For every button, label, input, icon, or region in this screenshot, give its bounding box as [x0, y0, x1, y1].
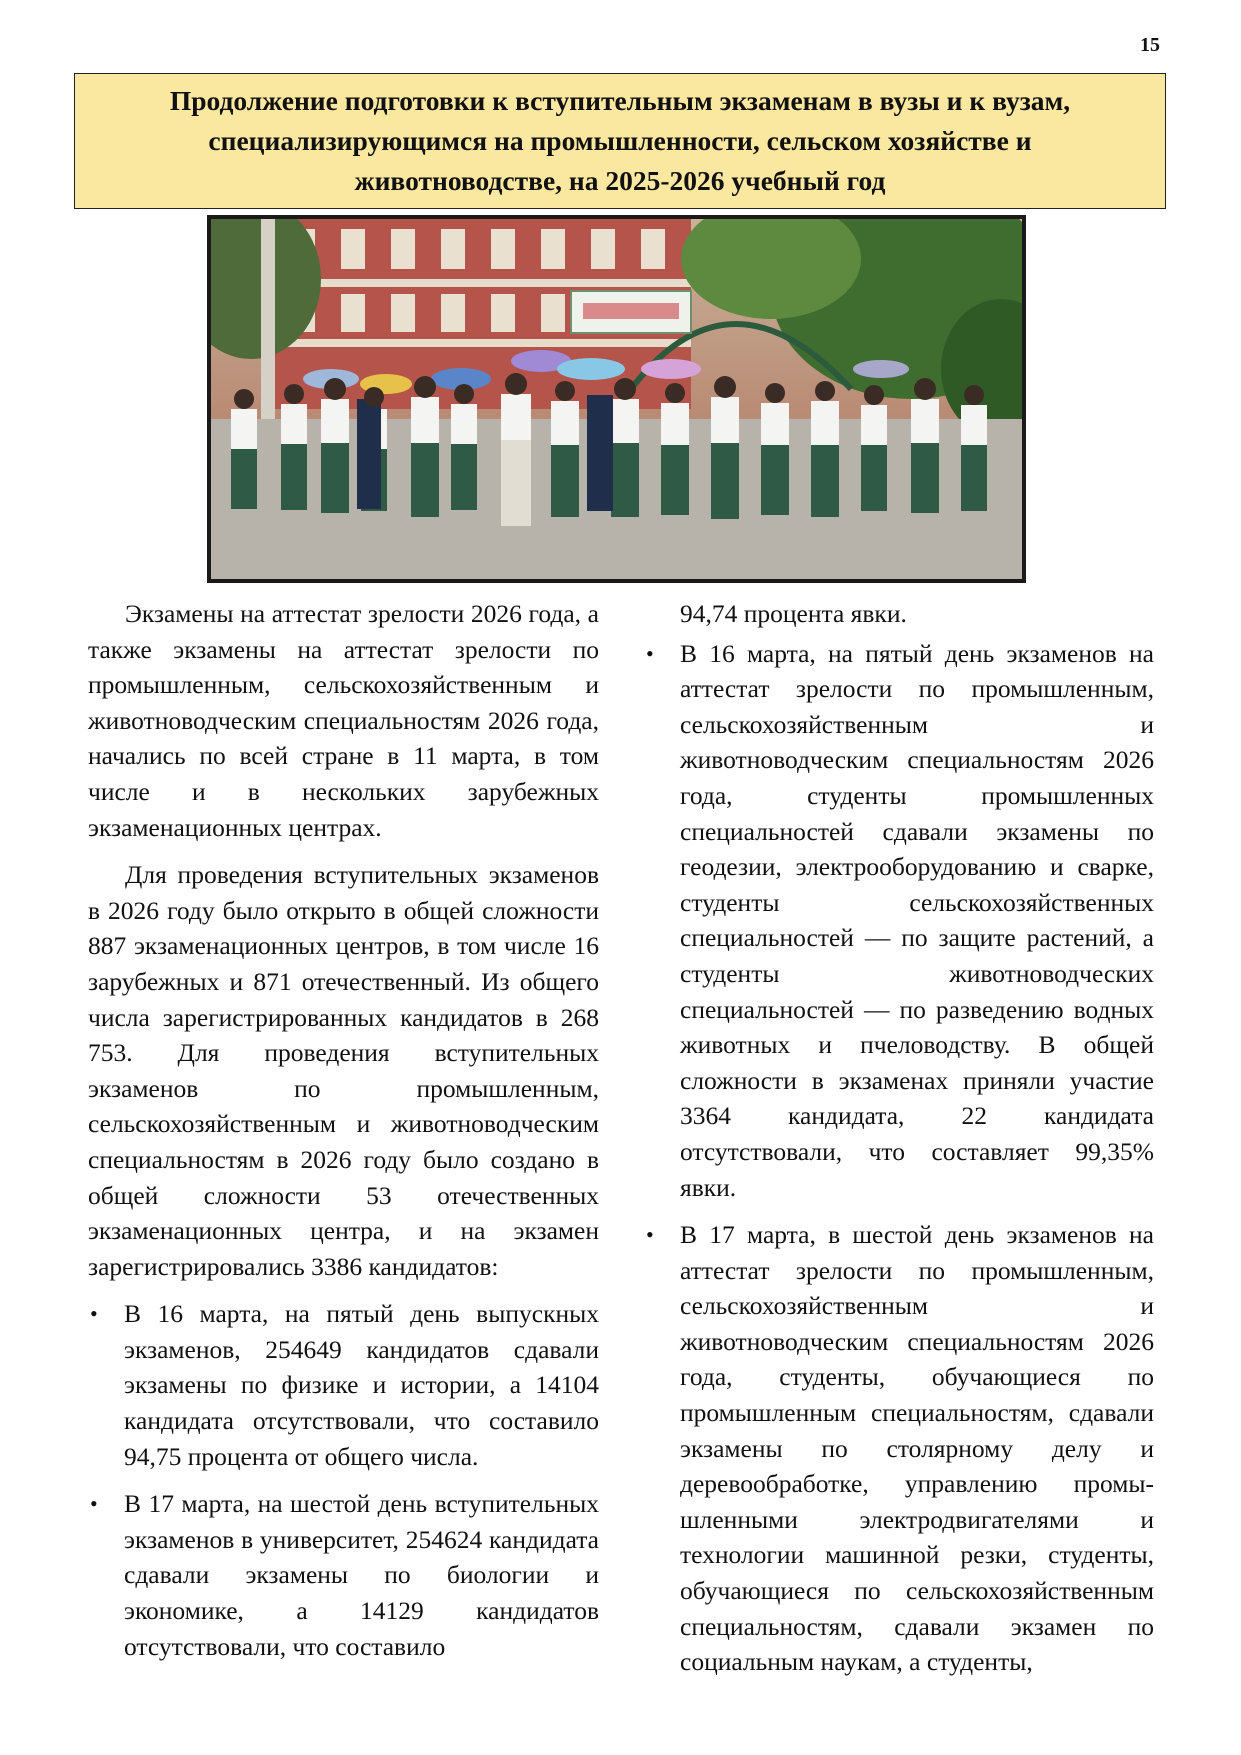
list-item — [88, 1486, 599, 1664]
bullet-icon: • — [646, 640, 654, 666]
article-title-box — [74, 73, 1166, 209]
article-title: Продолжение подготовки к вступительным экзаменам в вузы и к вузам, специализирующимся на промышленности, сельском хозяйстве и животноводстве, на 2025-2026 учебный год — [169, 85, 1071, 196]
bullet-icon: • — [646, 1222, 654, 1248]
photo-illustration — [211, 219, 1022, 579]
bullet-icon: • — [90, 1301, 98, 1327]
page-number: 15 — [1140, 34, 1160, 56]
intro-paragraph: Экзамены на аттестат зрелости 2026 года, а также экзамены на аттестат зрелости по промышленным, сельскохозяйственным и животноводческим специальностям 2026 года, начались по всей стране в 11 марта, в том числе и в нескольких зарубежных экзаменационных центрах. — [88, 599, 599, 842]
list-item — [88, 1296, 599, 1474]
exam-centers-paragraph: Для проведения вступительных экзаменов в 2026 году было открыто в общей сложности 887 экзаменационных центров, в том числе 16 зарубежных и 871 отечественный. Из общего числа зарегистрированных кандидатов в 268 753. Для проведения вступительных экзаменов по промышленным, сельскохозяйственным и животноводческим специальностям в 2026 году было создано в общей сложности 53 отечественных экзаменационных центра, и на экзамен зарегистрировались 3386 кандидатов: — [88, 860, 599, 1281]
list-item-text: В 16 марта, на пятый день экзаменов на аттестат зрелости по промышленным, сельскохозяйственным и животноводческим специальностям 2026 года, студенты промышленных специальностей сдавали экзамены по геодезии, электрооборудованию и сварке, студенты сельскохозяйственных специальностей — по защите растений, а студенты животноводческих специальностей — по разведению водных животных и пчеловодству. В общей сложности в экзаменах приняли участие 3364 кандидата, 22 кандидата отсутствовали, что составляет 99,35% явки. — [680, 638, 1154, 1202]
left-column — [88, 596, 599, 1676]
list-item — [644, 1217, 1154, 1680]
list-item-text: В 17 марта, на шестой день вступительных экзаменов в университет, 254624 кандидата сдавали экзамены по биологии и экономике, а 14129 кандидатов отсутствовали, что составило — [124, 1489, 599, 1661]
list-item-continuation: 94,74 процента явки. — [680, 599, 907, 628]
list-item-text: В 17 марта, в шестой день экзаменов на аттестат зрелости по промышленным, сельскохозяйственным и животноводческим специальностям 2026 года, студенты, обучающиеся по промышленным специальностям, сдавали экзамены по столярному делу и деревообработке, управлению промы-шленными электродвигателями и технологии машинной резки, студенты, обучающиеся по сельскохозяйственным специальностям, сдавали экзамен по социальным наукам, а студенты, — [680, 1220, 1154, 1677]
right-column — [644, 596, 1154, 1692]
list-item-text: В 16 марта, на пятый день выпускных экзаменов, 254649 кандидатов сдавали экзамены по физике и истории, а 14104 кандидата отсутствовали, что составило 94,75 процента от общего числа. — [124, 1299, 599, 1471]
bullet-icon: • — [90, 1491, 98, 1517]
exam-results-list-continued — [644, 636, 1154, 1680]
list-item — [644, 636, 1154, 1206]
exam-students-photo — [207, 215, 1026, 583]
exam-results-list — [88, 1296, 599, 1664]
